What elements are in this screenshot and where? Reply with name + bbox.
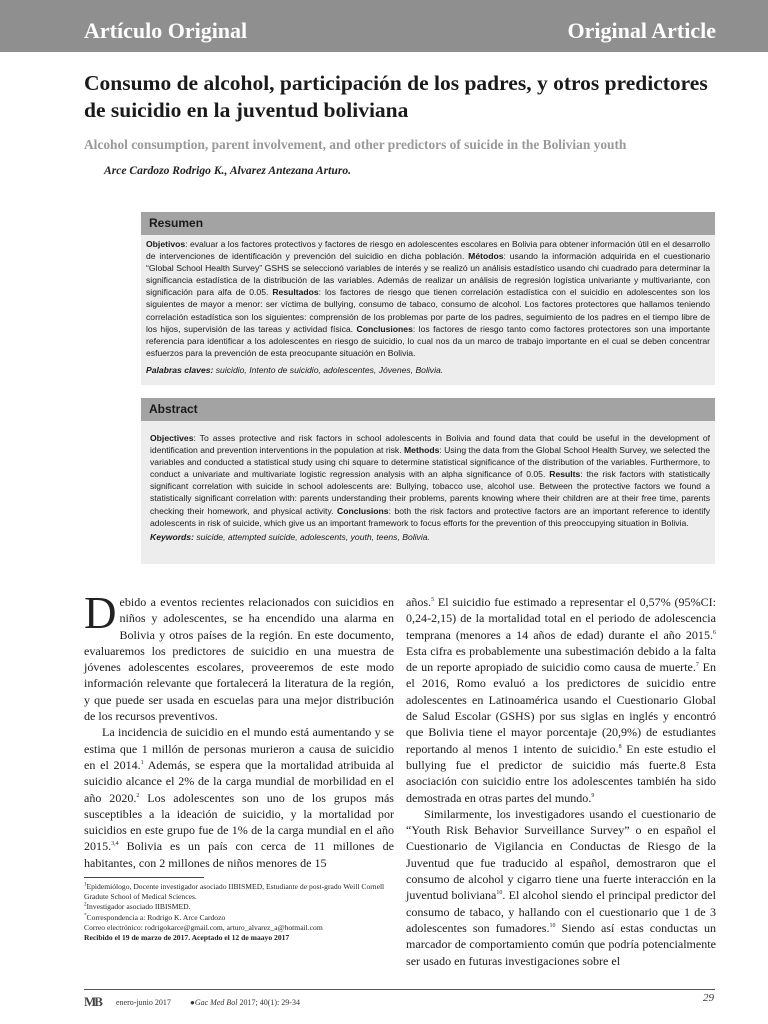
abstract-conclusions-label: Conclusions — [336, 505, 389, 516]
citation-ref: 7 — [695, 662, 699, 669]
body-text: Siendo así estas conductas un marcador de comportamiento común que podría potencialmente ser usado en futuras investigaciones sobre el — [406, 920, 716, 968]
resumen-objetivos-text: : evaluar a los factores protectivos y factores de riesgo en adolescentes escolares en Bolivia para obtener información útil en el desarrollo de intervenciones de identificación y prevención del suicidio en dicha población. — [146, 239, 710, 262]
footer-bullet: ● — [190, 998, 195, 1007]
body-text: En el 2016, Romo evaluó a los predictores de suicidio entre adolescentes en Latinoamérica usando el Cuestionario Global de Salud Escolar (GSHS) por sus siglas en inglés y encontró que Bolivia tiene el mayor porcentaje (20,9%) de estudiantes reportando al menos 1 intento de suicidio. — [406, 660, 716, 756]
resumen-resultados-label: Resultados — [272, 287, 319, 298]
body-text: La incidencia de suicidio en el mundo está aumentando y se estima que 1 millón de personas murieron a causa de suicidio en el 2014. — [84, 725, 394, 772]
body-text: Esta cifra es probablemente una subestimación debido a la falta de un reporte apropiado de suicidio como causa de muerte. — [406, 643, 716, 675]
footnote-mark: 1 — [84, 882, 87, 888]
abstract-methods-label: Methods — [404, 445, 440, 456]
abstract-paragraph — [150, 432, 710, 529]
footnotes — [84, 882, 399, 943]
footnote-mark: 2 — [84, 902, 87, 908]
abstract-conclusions-text: : both the risk factors and protective factors are an important reference to identify adolescents in risk of suicide, which give us an important framework to focus efforts for the prevention of this preoccupying situation in Bolivia. — [150, 505, 710, 528]
body-paragraph — [406, 806, 716, 969]
article-authors: Arce Cardozo Rodrigo K., Alvarez Antezana Arturo. — [104, 164, 352, 177]
footer-journal-ref: 2017; 40(1): 29-34 — [237, 998, 300, 1007]
footnote — [84, 902, 399, 912]
resumen-conclusiones-label: Conclusiones — [356, 323, 413, 334]
body-text: Además, se espera que la mortalidad atribuida al suicidio alcance el 2% de la carga mundial de morbilidad en el año 2020. — [84, 757, 394, 805]
resumen-paragraph — [146, 238, 710, 359]
body-column-right — [406, 594, 716, 969]
body-text: . El alcohol siendo el principal predictor del consumo de tabaco, y hallando con el cuestionario que 1 de 3 adolescentes son fumadores. — [406, 888, 717, 935]
footer-date: enero-junio 2017 — [116, 998, 171, 1007]
abstract-heading: Abstract — [141, 398, 715, 421]
citation-ref: 10 — [496, 890, 503, 897]
resumen-box — [141, 235, 715, 385]
abstract-results-label: Results — [549, 469, 581, 480]
citation-ref: 3,4 — [111, 841, 119, 848]
abstract-objectives-text: : To asses protective and risk factors in school adolescents in Bolivia and found data that could be useful in the development of identification and prevention interventions in the population at risk. — [150, 433, 710, 456]
body-text: Los adolescentes son uno de los grupos más susceptibles a la ideación de suicidio, y la mortalidad por suicidios en este grupo fue de 1% de la carga mundial en el año 2015. — [84, 790, 394, 854]
body-column-left — [84, 588, 394, 871]
footnote-text: Epidemiólogo, Docente investigador asociado IIBISMED, Estudiante de post-grado Weill Cornell Gradute School of Medical Sciences. — [84, 882, 385, 902]
footer-journal-name: Gac Med Bol — [194, 998, 238, 1007]
citation-ref: 5 — [431, 596, 435, 603]
citation-ref: 6 — [713, 629, 716, 636]
body-paragraph — [84, 724, 394, 871]
article-title: Consumo de alcohol, participación de los padres, y otros predictores de suicidio en la juventud boliviana — [84, 71, 708, 122]
section-header-band — [0, 0, 768, 52]
resumen-objetivos-label: Objetivos — [146, 239, 186, 249]
abstract-box — [141, 421, 715, 564]
abstract-keywords-text: suicide, attempted suicide, adolescents, youth, teens, Bolivia. — [193, 531, 430, 542]
page-number: 29 — [703, 992, 714, 1004]
article-subtitle: Alcohol consumption, parent involvement, and other predictors of suicide in the Bolivian youth — [84, 137, 627, 152]
citation-ref: 2 — [136, 792, 140, 799]
resumen-metodos-label: Métodos — [468, 251, 504, 262]
body-text: El suicidio fue estimado a representar el 0,57% (95%CI: 0,24-2,15) de la mortalidad total en el periodo de adolescencia temprana (menores a 14 años de edad) durante el año 2015. — [406, 595, 716, 642]
abstract-results-text: : the risk factors with statistically significant correlation with suicide in school adolescents are: Bullying, tobacco use, alcohol use. Between the protective factors we found a statistically significant correlation with: parents understanding their problems, parents knowing where their children are at their free time, parents checking their homework, and physical activity. — [150, 469, 710, 516]
footer-divider — [84, 989, 715, 990]
footnote-received: Recibido el 19 de marzo de 2017. Aceptado el 12 de maayo 2017 — [84, 933, 290, 943]
body-paragraph — [84, 588, 394, 724]
resumen-conclusiones-text: : los factores de riesgo tanto como factores protectores son una importante referencia para identificar a los adolescentes en riesgo de suicidio, lo cual nos da un marco de trabajo importante en el cual se deben concentrar esfuerzos para la prevención de esta preocupante situación en Bolivia. — [146, 323, 711, 358]
footnote — [84, 913, 399, 923]
footer-journal-citation — [190, 998, 300, 1007]
resumen-metodos-text: : usando la información adquirida en el cuestionario “Global School Health Survey” GSHS se seleccionó variables de interés y se realizó un análisis estadístico usando chi cuadrado para determinar la significancia estadística de la distribución de las variables. Además de realizar un análisis de regresión logística univariante y multivariante, con significación para alfa de 0.05. — [146, 251, 710, 298]
drop-cap: D — [84, 588, 117, 638]
citation-ref: 9 — [591, 792, 595, 799]
body-text: años. — [406, 595, 432, 609]
footnote-text: Correspondencia a: Rodrigo K. Arce Cardozo — [86, 912, 226, 922]
resumen-heading: Resumen — [141, 212, 715, 235]
footnote — [84, 882, 399, 902]
footnote-text: Investigador asociado IIBISMED. — [86, 902, 191, 912]
resumen-keywords — [146, 364, 710, 376]
footnote-email: Correo electrónico: rodrigokarce@gmail.com, arturo_alvarez_a@hotmail.com — [84, 922, 323, 932]
footnote-mark: * — [84, 913, 87, 919]
citation-ref: 8 — [618, 743, 622, 750]
resumen-resultados-text: : los factores de riesgo que tienen correlación estadística con el suicidio en adolescentes son los siguientes de mayor a menor: ser víctima de bullying, consumo de tabaco, consumo de alcohol. Los factores protectores que hallamos teniendo correlación estadística son los siguientes: comprensión de los problemas por parte de los padres, seguimiento de los padres en el tiempo libre de los hijos, supervisión de las tareas y actividad física. — [146, 287, 711, 334]
footnote-divider — [84, 877, 204, 878]
header-label-english: Original Article — [567, 18, 716, 43]
resumen-keywords-label: Palabras claves: — [146, 364, 214, 375]
resumen-keywords-text: suicidio, Intento de suicidio, adolescentes, Jóvenes, Bolivia. — [213, 364, 444, 375]
body-text: ebido a eventos recientes relacionados con suicidios en niños y adolescentes, se ha encendido una alarma en Bolivia y otros países de la región. En este documento, evaluaremos los predictores de suicidio en una muestra de jóvenes adolescentes escolares, proveeremos de este modo información relevante que fortalecerá la literatura de la región, y que puede ser usada en escuelas para una mejor distribución de los recursos preventivos. — [84, 595, 394, 724]
body-paragraph — [406, 594, 716, 806]
abstract-keywords — [150, 531, 710, 543]
body-text: Bolivia es un país con cerca de 11 millones de habitantes, con 2 millones de niños menores de 15 — [84, 839, 394, 870]
journal-logo: MB — [84, 994, 101, 1009]
abstract-methods-text: : Using the data from the Global School Health Survey, we selected the variables and conducted a statistical study using chi square to determine statistical significance of the distribution of the variables. Furthermore, to conduct a univariate and multivariate logistic regression analysis with an alpha significance of 0.05. — [150, 445, 710, 480]
body-text: Similarmente, los investigadores usando el cuestionario de “Youth Risk Behavior Surveillance Survey” o en español el Cuestionario de Vigilancia en Conductas de Riesgo de la Juventud que fue traducido al español, demostraron que el consumo de alcohol y cigarro tiene una fuerte interacción en la juventud boliviana — [406, 806, 716, 903]
abstract-keywords-label: Keywords: — [150, 531, 194, 542]
citation-ref: 10 — [549, 922, 556, 929]
citation-ref: 1 — [140, 759, 144, 766]
header-label-spanish: Artículo Original — [84, 18, 248, 43]
body-text: En este estudio el bullying fue el predictor de suicidio más fuerte.8 Esta asociación con suicidio entre los adolescentes también ha sido demostrada en otras partes del mundo. — [406, 741, 716, 805]
abstract-objectives-label: Objectives — [150, 433, 194, 443]
